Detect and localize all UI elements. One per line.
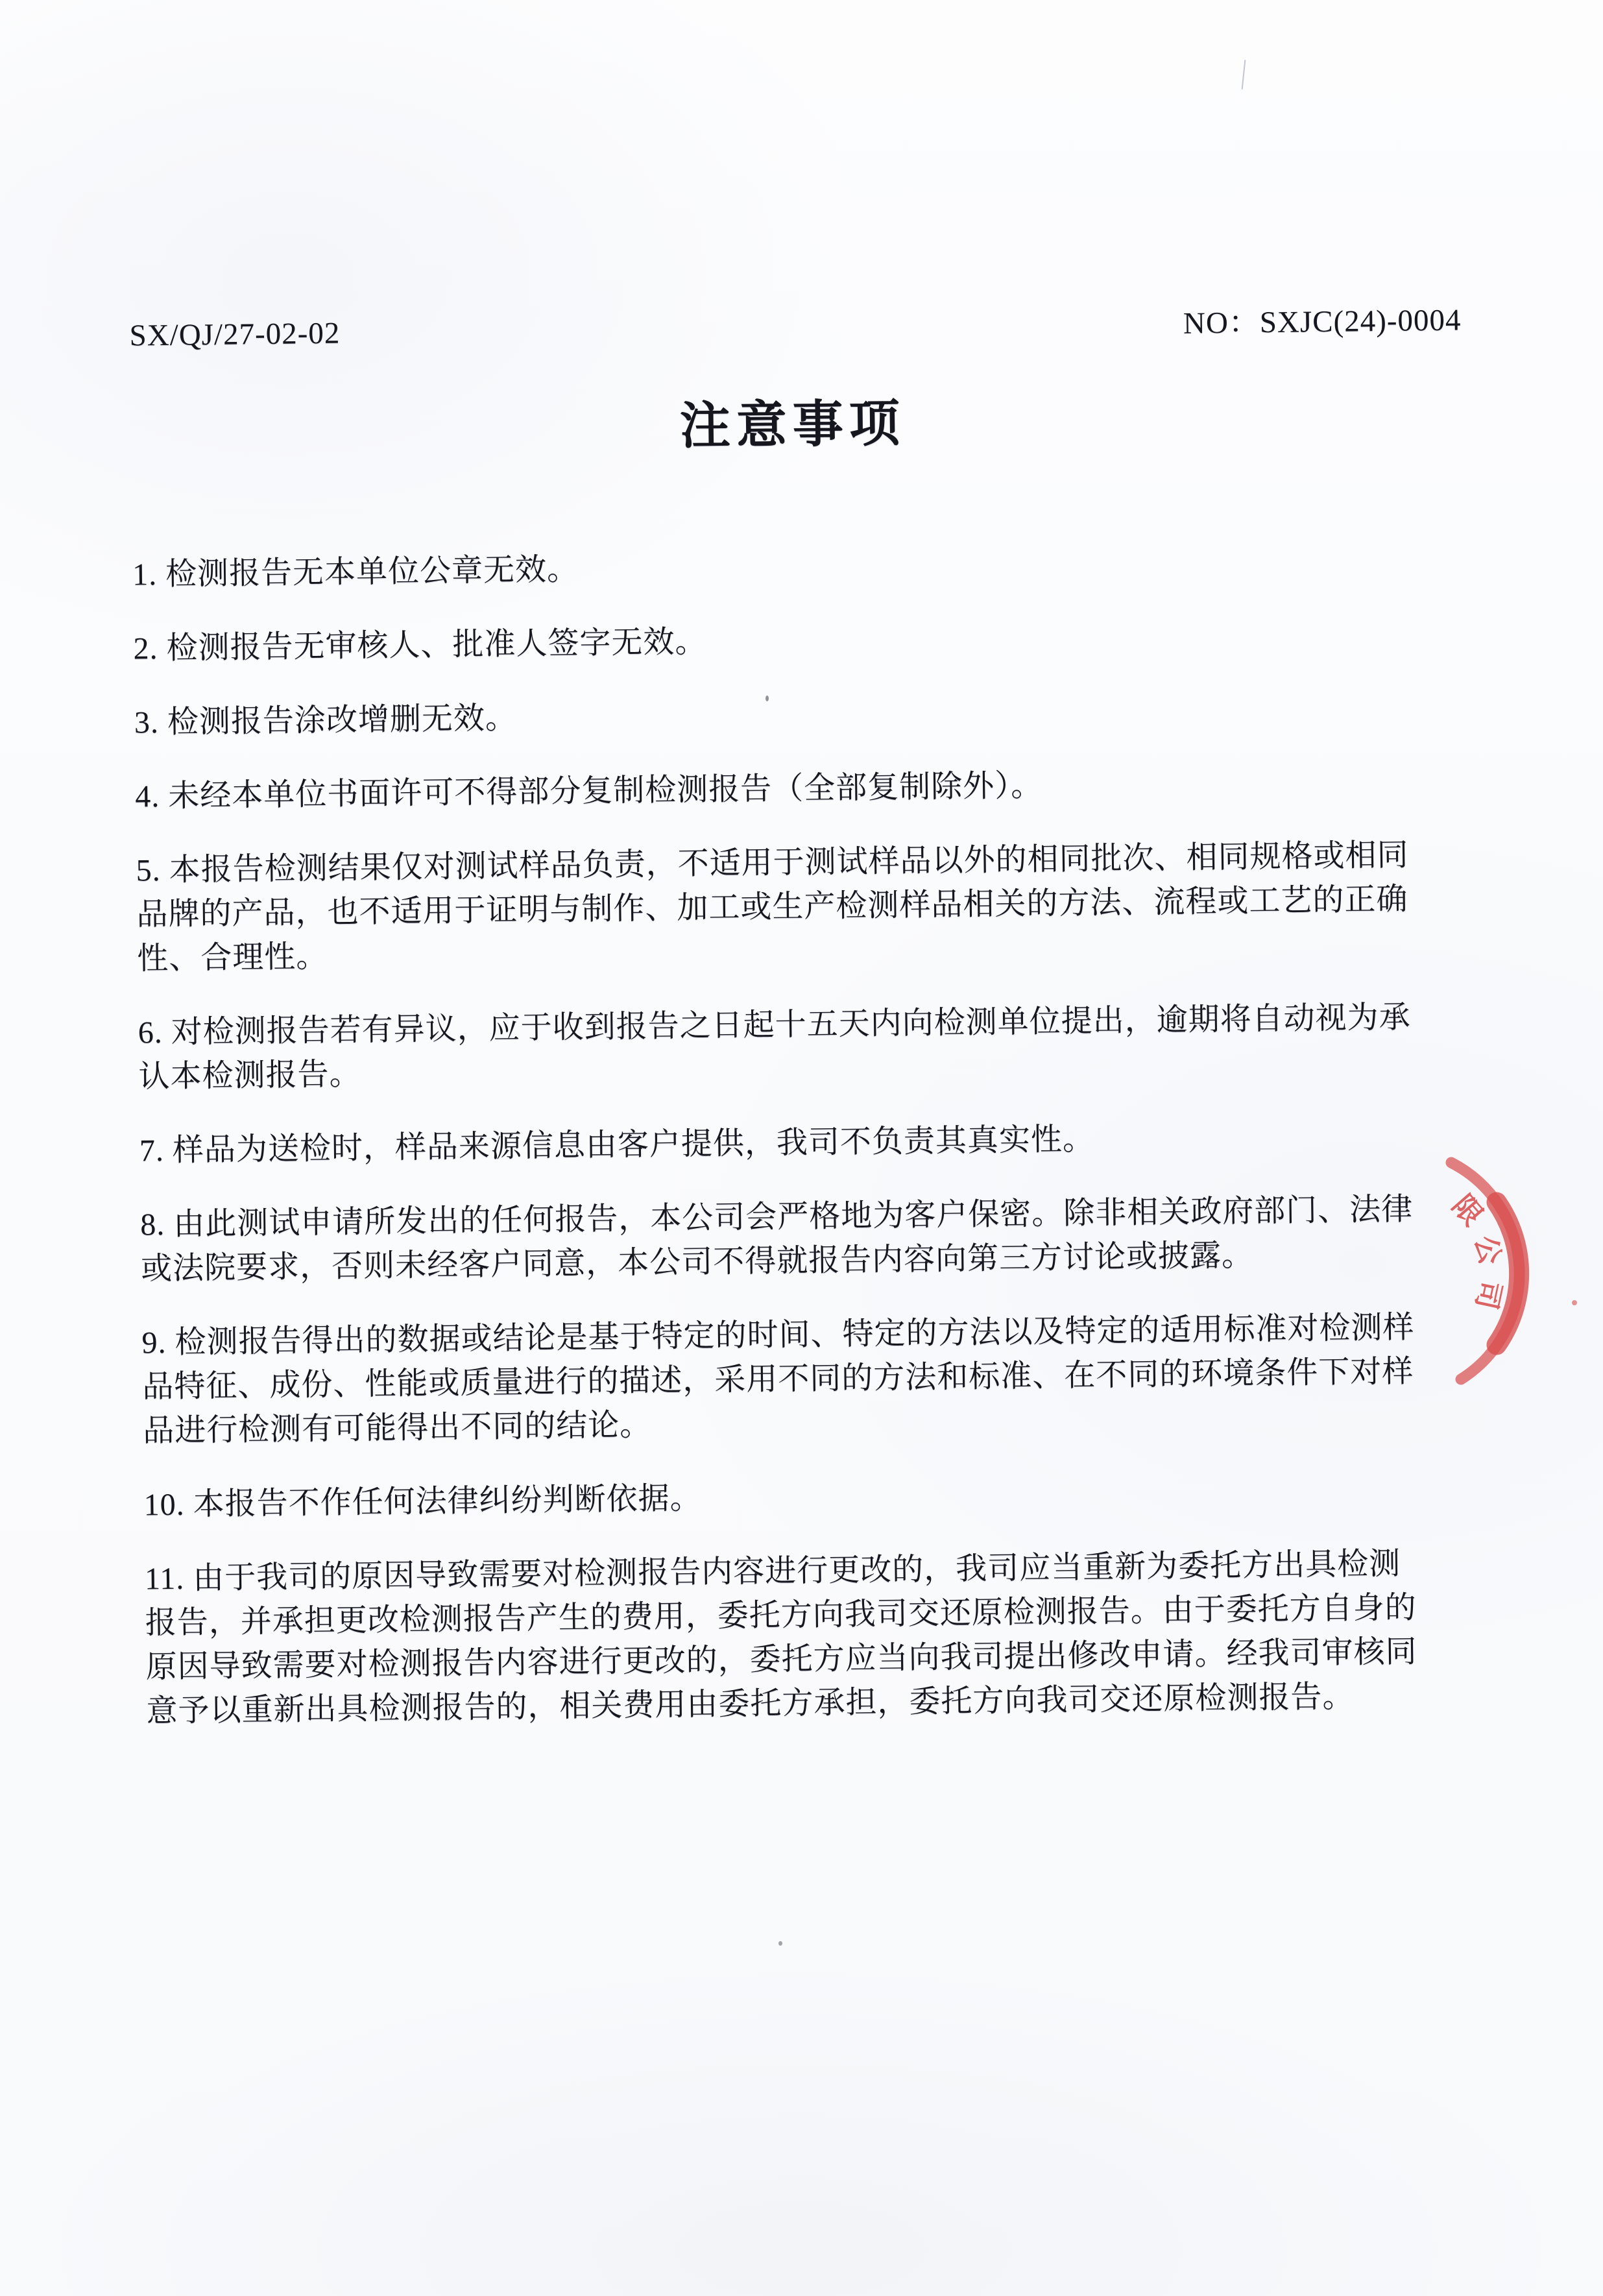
seal-char-3: 司 [1469,1277,1507,1312]
document-header [0,300,1593,359]
note-item: 6. 对检测报告若有异议，应于收到报告之日起十五天内向检测单位提出，逾期将自动视为承 认本检测报告。 [138,1000,1411,1094]
note-item: 10. 本报告不作任何法律纠纷判断依据。 [143,1480,702,1523]
note-item: 7. 样品为送检时，样品来源信息由客户提供，我司不负责其真实性。 [139,1122,1095,1168]
report-number: NO：SXJC(24)-0004 [1183,303,1462,341]
note-item: 2. 检测报告无审核人、批准人签字无效。 [133,624,707,666]
note-item: 9. 检测报告得出的数据或结论是基于特定的时间、特定的方法以及特定的适用标准对检测样 品特征、成份、性能或质量进行的描述，采用不同的方法和标准、在不同的环境条件下对样 品进行检测有可能得出不同的结论。 [141,1310,1415,1449]
scan-speck [765,695,769,701]
note-item: 4. 未经本单位书面许可不得部分复制检测报告（全部复制除外）。 [134,768,1043,814]
document-code: SX/QJ/27-02-02 [129,316,341,353]
seal-char-2: 公 [1468,1232,1507,1268]
scan-speck [778,1941,782,1946]
notes-list [132,536,1561,1734]
note-item: 3. 检测报告涂改增删无效。 [134,701,518,740]
note-item: 1. 检测报告无本单位公章无效。 [132,552,579,592]
page-title: 注意事项 [679,394,906,455]
note-item: 8. 由此测试申请所发出的任何报告，本公司会严格地为客户保密。除非相关政府部门、法律 或法院要求，否则未经客户同意，本公司不得就报告内容向第三方讨论或披露。 [140,1192,1414,1287]
note-item: 5. 本报告检测结果仅对测试样品负责，不适用于测试样品以外的相同批次、相同规格或相同 品牌的产品，也不适用于证明与制作、加工或生产检测样品相关的方法、流程或工艺的正确 性、合理性。 [136,838,1409,976]
note-item: 11. 由于我司的原因导致需要对检测报告内容进行更改的，我司应当重新为委托方出具检测 报告，并承担更改检测报告产生的费用，委托方向我司交还原检测报告。由于委托方自身的 原因导致需要对检测报告内容进行更改的，委托方应当向我司提出修改申请。经我司审核同 意予以重新出具检测报告的，相关费用由委托方承担，委托方向我司交还原检测报告。 [144,1546,1417,1729]
seal-char-1: 限 [1446,1189,1489,1232]
